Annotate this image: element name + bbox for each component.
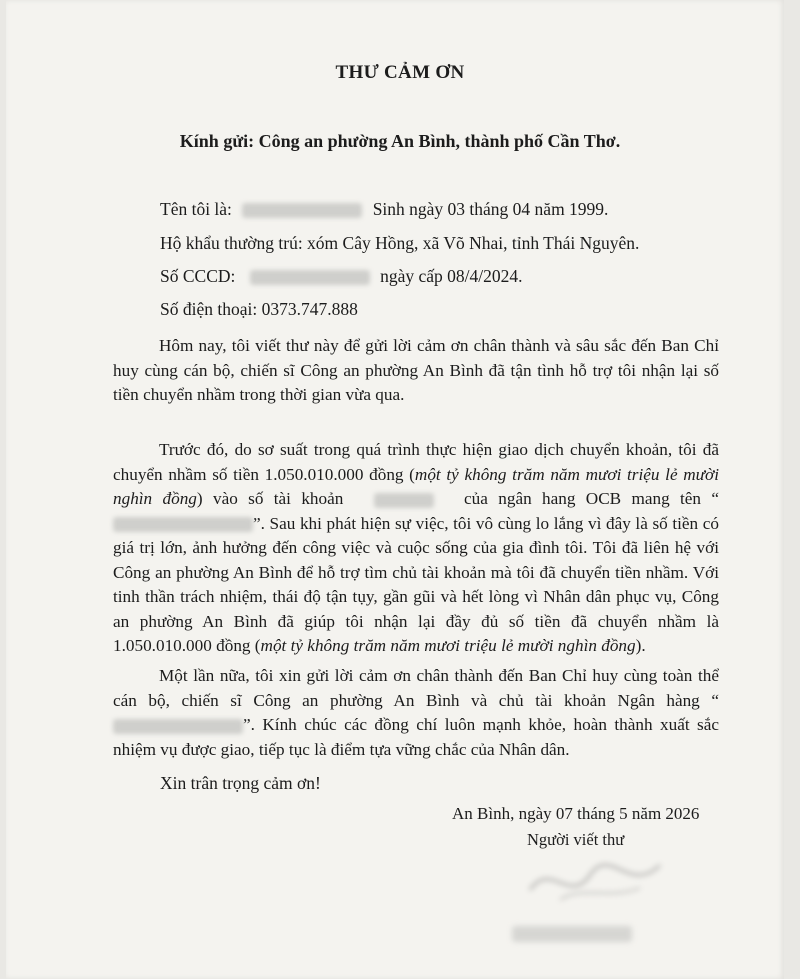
paragraph-1-text: Hôm nay, tôi viết thư này để gửi lời cảm ơn chân thành và sâu sắc đến Ban Chỉ huy cùng cán bộ, chiến sĩ Công an phường An Bình đã tận tình hỗ trợ tôi nhận lại số tiền chuyển nhầm trong thời gian vừa qua. xyxy=(113,336,719,404)
redacted-bank-account-holder xyxy=(113,719,243,734)
recipient-line: Kính gửi: Công an phường An Bình, thành phố Cần Thơ. xyxy=(179,131,621,151)
writer-label: Người viết thư xyxy=(527,830,625,849)
redacted-id xyxy=(250,270,370,285)
paragraph-1 xyxy=(113,334,719,408)
id-issue-date: ngày cấp 08/4/2024. xyxy=(380,266,523,286)
amount-in-words-2: một tỷ không trăm năm mươi triệu lẻ mười nghìn đồng xyxy=(260,636,636,655)
amount-in-words-1: một tỷ không trăm năm mươi triệu lẻ mười nghìn đồng xyxy=(113,464,719,508)
paragraph-3-text-b: ”. Kính chúc các đồng chí luôn mạnh khỏe, hoàn thành xuất sắc nhiệm vụ được giao, tiếp tục là điểm tựa vững chắc của Nhân dân. xyxy=(113,715,719,759)
birth-date: Sinh ngày 03 tháng 04 năm 1999. xyxy=(372,199,609,219)
redacted-account-number xyxy=(374,493,434,508)
name-line xyxy=(160,199,608,220)
paragraph-2 xyxy=(113,438,719,659)
paragraph-3-text-a: Một lần nữa, tôi xin gửi lời cảm ơn chân thành đến Ban Chỉ huy cùng toàn thể cán bộ, chiến sĩ Công an phường An Bình và chủ tài khoản Ngân hàng “ xyxy=(113,666,719,710)
signature-icon xyxy=(520,850,670,910)
phone-line: Số điện thoại: 0373.747.888 xyxy=(160,299,358,319)
paragraph-3 xyxy=(113,664,719,762)
redacted-name xyxy=(242,203,362,218)
paragraph-2-text-d: ”. Sau khi phát hiện sự việc, tôi vô cùng lo lắng vì đây là số tiền có giá trị lớn, ảnh hưởng đến công việc và cuộc sống của gia đình tôi. Tôi đã liên hệ với Công an phường An Bình để hỗ trợ tìm chủ tài khoản mà tôi đã chuyển tiền nhầm. Với tinh thần trách nhiệm, thái độ tận tụy, gần gũi và hết lòng vì Nhân dân phục vụ, Công an phường An Bình đã giúp tôi nhận lại đầy đủ số tiền đã chuyển nhầm là 1.050.010.000 đồng ( xyxy=(113,513,719,655)
paragraph-2-text-b: ) vào số tài khoản xyxy=(196,489,344,508)
paragraph-2-text-a: Trước đó, do sơ suất trong quá trình thực hiện giao dịch chuyển khoản, tôi đã chuyển nhầm số tiền 1.050.010.000 đồng ( xyxy=(113,440,719,484)
redacted-account-holder xyxy=(113,517,253,532)
redacted-signer-name xyxy=(512,926,632,942)
residence-line: Hộ khẩu thường trú: xóm Cây Hồng, xã Võ Nhai, tỉnh Thái Nguyên. xyxy=(160,233,640,253)
name-label: Tên tôi là: xyxy=(160,199,232,219)
id-label: Số CCCD: xyxy=(160,266,236,286)
paragraph-2-text-e: ). xyxy=(635,636,646,655)
letter-title: THƯ CẢM ƠN xyxy=(335,62,465,83)
place-and-date: An Bình, ngày 07 tháng 5 năm 2026 xyxy=(452,804,700,823)
id-line xyxy=(160,266,523,287)
closing-line: Xin trân trọng cảm ơn! xyxy=(160,773,321,793)
paragraph-2-text-c: của ngân hang OCB mang tên “ xyxy=(464,489,720,508)
